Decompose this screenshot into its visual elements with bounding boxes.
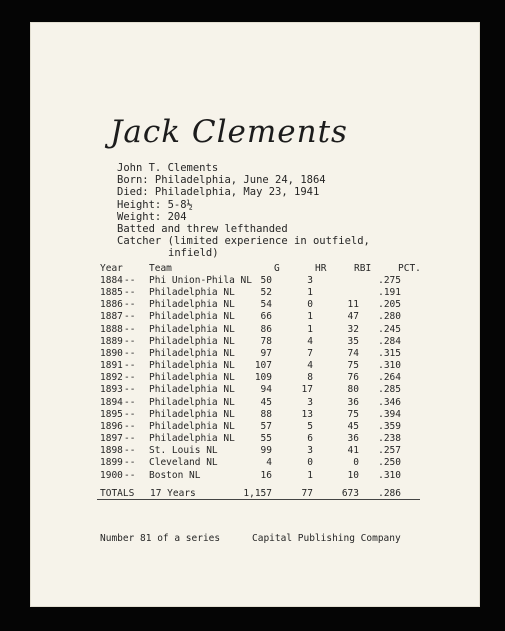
- year-team-separator: --: [124, 445, 136, 457]
- totals-rbi: 673: [341, 488, 359, 499]
- row-team: Boston NL: [149, 469, 201, 481]
- table-row: [100, 433, 430, 445]
- table-row: [100, 384, 430, 396]
- row-games: 57: [260, 420, 272, 432]
- header-year: Year: [100, 263, 123, 274]
- header-home-runs: HR: [315, 263, 327, 274]
- row-year: 1894: [100, 396, 123, 408]
- position-info: Catcher (limited experience in outfield,: [117, 235, 370, 248]
- position-info-continued: infield): [168, 247, 219, 260]
- row-rbi: 36: [347, 433, 359, 445]
- row-year: 1896: [100, 420, 123, 432]
- row-rbi: 45: [347, 420, 359, 432]
- row-team: Philadelphia NL: [149, 372, 235, 384]
- row-pct: .285: [378, 384, 401, 396]
- row-pct: .205: [378, 299, 401, 311]
- table-row: [100, 275, 430, 287]
- row-team: Philadelphia NL: [149, 433, 235, 445]
- row-pct: .250: [378, 457, 401, 469]
- row-games: 99: [260, 445, 272, 457]
- row-rbi: 11: [347, 299, 359, 311]
- year-team-separator: --: [124, 408, 136, 420]
- row-pct: .280: [378, 311, 401, 323]
- row-games: 16: [260, 469, 272, 481]
- row-home-runs: 3: [307, 445, 313, 457]
- row-team: Philadelphia NL: [149, 347, 235, 359]
- row-year: 1884: [100, 275, 123, 286]
- table-row: [100, 311, 430, 323]
- row-games: 78: [260, 335, 272, 347]
- row-games: 45: [260, 396, 272, 408]
- row-year: 1889: [100, 335, 123, 347]
- row-rbi: 35: [347, 335, 359, 347]
- year-team-separator: --: [124, 372, 136, 384]
- weight-info: Weight: 204: [117, 210, 187, 223]
- header-team: Team: [149, 263, 172, 274]
- row-rbi: 10: [347, 469, 359, 481]
- row-home-runs: 1: [307, 287, 313, 299]
- table-row: [100, 397, 430, 409]
- row-pct: .346: [378, 396, 401, 408]
- row-rbi: 75: [347, 408, 359, 420]
- row-home-runs: 0: [307, 299, 313, 311]
- row-pct: .275: [378, 275, 401, 286]
- row-home-runs: 8: [307, 372, 313, 384]
- totals-row: [100, 488, 430, 500]
- row-games: 55: [260, 433, 272, 445]
- year-team-separator: --: [124, 396, 136, 408]
- row-pct: .310: [378, 469, 401, 481]
- row-year: 1898: [100, 445, 123, 457]
- row-home-runs: 13: [301, 408, 313, 420]
- row-team: Philadelphia NL: [149, 360, 235, 372]
- series-number: Number 81 of a series: [100, 533, 221, 544]
- row-games: 4: [266, 457, 272, 469]
- row-home-runs: 4: [307, 335, 313, 347]
- row-team: Philadelphia NL: [149, 323, 235, 335]
- row-year: 1899: [100, 457, 123, 469]
- year-team-separator: --: [124, 275, 136, 286]
- year-team-separator: --: [124, 299, 136, 311]
- year-team-separator: --: [124, 347, 136, 359]
- table-row: [100, 457, 430, 469]
- year-team-separator: --: [124, 360, 136, 372]
- row-year: 1888: [100, 323, 123, 335]
- row-home-runs: 7: [307, 347, 313, 359]
- totals-games: 1,157: [243, 488, 272, 499]
- row-games: 86: [260, 323, 272, 335]
- row-rbi: 32: [347, 323, 359, 335]
- row-year: 1890: [100, 347, 123, 359]
- year-team-separator: --: [124, 457, 136, 469]
- bio-block: [117, 162, 370, 260]
- table-row: [100, 421, 430, 433]
- row-games: 97: [260, 347, 272, 359]
- year-team-separator: --: [124, 287, 136, 299]
- row-team: Philadelphia NL: [149, 299, 235, 311]
- player-card: [30, 22, 480, 607]
- row-games: 94: [260, 384, 272, 396]
- year-team-separator: --: [124, 323, 136, 335]
- table-row: [100, 445, 430, 457]
- row-home-runs: 17: [301, 384, 313, 396]
- row-pct: .359: [378, 420, 401, 432]
- totals-pct: .286: [378, 488, 401, 499]
- row-team: Philadelphia NL: [149, 384, 235, 396]
- row-pct: .257: [378, 445, 401, 457]
- row-year: 1893: [100, 384, 123, 396]
- totals-label: TOTALS: [100, 488, 135, 499]
- row-games: 54: [260, 299, 272, 311]
- row-home-runs: 1: [307, 323, 313, 335]
- row-home-runs: 3: [307, 275, 313, 286]
- row-rbi: 74: [347, 347, 359, 359]
- table-row: [100, 348, 430, 360]
- bats-throws-info: Batted and threw lefthanded: [117, 223, 288, 236]
- row-home-runs: 3: [307, 396, 313, 408]
- row-rbi: 76: [347, 372, 359, 384]
- row-year: 1887: [100, 311, 123, 323]
- player-name-signature: Jack Clements: [110, 114, 348, 150]
- row-games: 88: [260, 408, 272, 420]
- row-team: St. Louis NL: [149, 445, 218, 457]
- table-row: [100, 287, 430, 299]
- stats-header: [100, 263, 430, 275]
- year-team-separator: --: [124, 335, 136, 347]
- row-pct: .264: [378, 372, 401, 384]
- header-games: G: [274, 263, 280, 274]
- row-home-runs: 6: [307, 433, 313, 445]
- full-name: John T. Clements: [117, 162, 219, 174]
- header-rbi: RBI: [354, 263, 372, 274]
- totals-home-runs: 77: [301, 488, 313, 499]
- header-pct: PCT.: [398, 263, 421, 274]
- table-row: [100, 470, 430, 482]
- row-games: 52: [260, 287, 272, 299]
- row-year: 1897: [100, 433, 123, 445]
- year-team-separator: --: [124, 469, 136, 481]
- row-rbi: 41: [347, 445, 359, 457]
- row-team: Cleveland NL: [149, 457, 218, 469]
- row-pct: .191: [378, 287, 401, 299]
- publisher-name: Capital Publishing Company: [252, 533, 401, 544]
- totals-years: 17 Years: [150, 488, 196, 499]
- row-home-runs: 1: [307, 311, 313, 323]
- row-team: Philadelphia NL: [149, 287, 235, 299]
- row-pct: .245: [378, 323, 401, 335]
- row-pct: .394: [378, 408, 401, 420]
- table-row: [100, 372, 430, 384]
- row-rbi: 75: [347, 360, 359, 372]
- row-team: Philadelphia NL: [149, 335, 235, 347]
- row-year: 1895: [100, 408, 123, 420]
- row-year: 1891: [100, 360, 123, 372]
- table-row: [100, 324, 430, 336]
- row-pct: .238: [378, 433, 401, 445]
- row-rbi: 80: [347, 384, 359, 396]
- card-footer: [100, 533, 430, 545]
- row-year: 1892: [100, 372, 123, 384]
- row-pct: .284: [378, 335, 401, 347]
- row-home-runs: 5: [307, 420, 313, 432]
- year-team-separator: --: [124, 433, 136, 445]
- row-team: Philadelphia NL: [149, 311, 235, 323]
- table-row: [100, 299, 430, 311]
- year-team-separator: --: [124, 311, 136, 323]
- row-rbi: 36: [347, 396, 359, 408]
- death-info: Died: Philadelphia, May 23, 1941: [117, 186, 320, 199]
- row-year: 1885: [100, 287, 123, 299]
- birth-info: Born: Philadelphia, June 24, 1864: [117, 174, 326, 187]
- row-year: 1886: [100, 299, 123, 311]
- row-games: 107: [254, 360, 272, 372]
- table-row: [100, 409, 430, 421]
- row-home-runs: 4: [307, 360, 313, 372]
- row-home-runs: 0: [307, 457, 313, 469]
- year-team-separator: --: [124, 384, 136, 396]
- table-row: [100, 336, 430, 348]
- row-games: 66: [260, 311, 272, 323]
- row-home-runs: 1: [307, 469, 313, 481]
- row-rbi: 47: [347, 311, 359, 323]
- row-team: Philadelphia NL: [149, 420, 235, 432]
- row-games: 109: [254, 372, 272, 384]
- row-year: 1900: [100, 469, 123, 481]
- row-team: Philadelphia NL: [149, 396, 235, 408]
- height-info: Height: 5-8½: [117, 198, 193, 211]
- row-games: 50: [260, 275, 272, 286]
- row-rbi: 0: [353, 457, 359, 469]
- table-row: [100, 360, 430, 372]
- row-team: Phi Union-Phila NL: [149, 275, 252, 286]
- year-team-separator: --: [124, 420, 136, 432]
- row-pct: .310: [378, 360, 401, 372]
- row-pct: .315: [378, 347, 401, 359]
- row-team: Philadelphia NL: [149, 408, 235, 420]
